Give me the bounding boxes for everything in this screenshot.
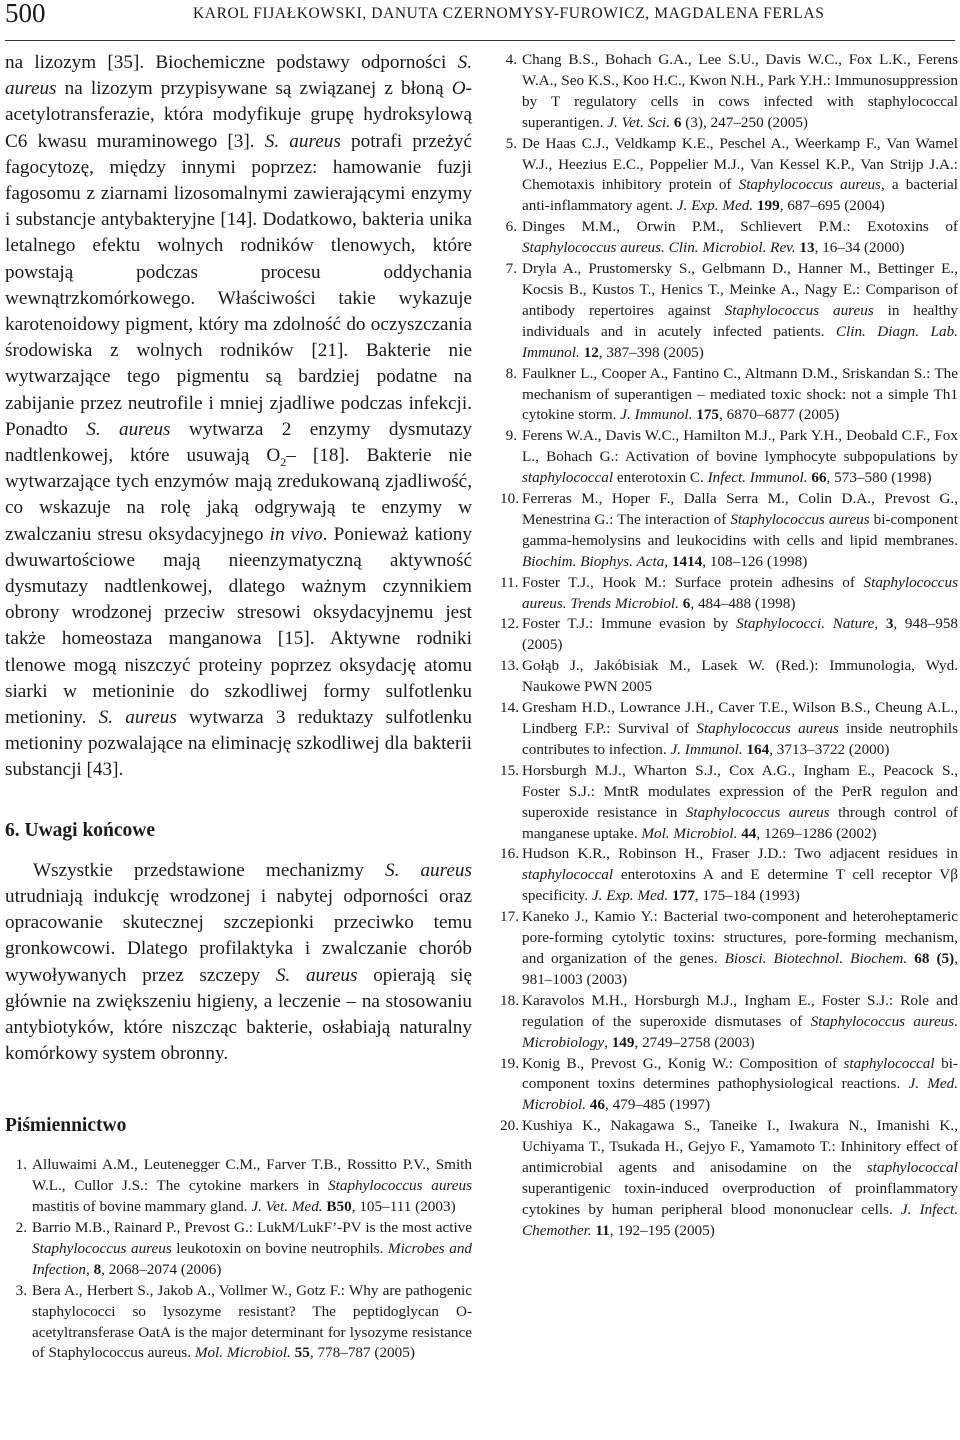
- reference-list-left: [5, 1155, 472, 1364]
- reference-list-right: [500, 50, 958, 1242]
- reference-item: [500, 1116, 958, 1241]
- reference-item: [500, 364, 958, 427]
- reference-item: [5, 1155, 472, 1218]
- body-paragraph: Wszystkie przedstawione mechanizmy S. aureus utrudniają indukcję wrodzonej i nabytej odporności oraz opracowanie skutecznej szczepionki przeciwko temu gronkowcowi. Dlatego profilaktyka i zwalczanie chorób wywoływanych przez szczepy S. aureus opierają się głównie na zwiększeniu higieny, a leczenie – na stosowaniu antybiotyków, które niszcząc bakterie, osłabiają naturalny komórkowy system obronny.: [5, 859, 472, 1065]
- reference-text: Konig B., Prevost G., Konig W.: Composition of staphylococcal bi-component toxins determines pathophysiological reactions. J. Med. Microbiol. 46, 479–485 (1997): [522, 1054, 958, 1114]
- reference-number: 15.: [500, 761, 519, 779]
- reference-text: Kushiya K., Nakagawa S., Taneike I., Iwakura N., Imanishi K., Uchiyama T., Tsukada H., Gejyo F., Yamamoto T.: Inhinitory effect of antimicrobial agents and anisodamine on the staphylococcal superantigenic toxin-induced overproduction of proinflammatory cytokines by human peripheral blood mononuclear cells. J. Infect. Chemother. 11, 192–195 (2005): [522, 1117, 958, 1239]
- reference-item: [500, 907, 958, 991]
- reference-item: [500, 259, 958, 364]
- reference-number: 6.: [505, 218, 517, 236]
- header-rule: [5, 40, 955, 41]
- reference-text: Bera A., Herbert S., Jakob A., Vollmer W., Gotz F.: Why are pathogenic staphylococci so lysozyme resistant? The peptidoglycan O-acetyltransferase OatA is the major determinant for lysozyme resistance of Staphylococcus aureus. Mol. Microbiol. 55, 778–787 (2005): [32, 1281, 472, 1362]
- reference-number: 17.: [500, 908, 519, 926]
- reference-number: 16.: [500, 845, 519, 863]
- reference-text: Dinges M.M., Orwin P.M., Schlievert P.M.: Exotoxins of Staphylococcus aureus. Clin. Microbiol. Rev. 13, 16–34 (2000): [522, 218, 958, 257]
- reference-number: 8.: [505, 364, 517, 382]
- reference-text: Foster T.J.: Immune evasion by Staphylococci. Nature, 3, 948–958 (2005): [522, 615, 959, 654]
- reference-number: 4.: [505, 51, 517, 68]
- reference-item: [500, 426, 958, 489]
- reference-text: Kaneko J., Kamio Y.: Bacterial two-component and heteroheptameric pore-forming cytolytic toxins: structures, pore-forming mechanism, and organization of the genes. Biosci. Biotechnol. Biochem. 68 (5), 981–1003 (2003): [522, 908, 959, 988]
- reference-item: [500, 761, 958, 845]
- reference-text: Faulkner L., Cooper A., Fantino C., Altmann D.M., Sriskandan S.: The mechanism of superantigen – mediated toxic shock: not a simple Th1 cytokine storm. J. Immunol. 175, 6870–6877 (2005): [522, 364, 958, 424]
- reference-text: Ferreras M., Hoper F., Dalla Serra M., Colin D.A., Prevost G., Menestrina G.: The interaction of Staphylococcus aureus bi-component gamma-hemolysins and leukocidins with cells and lipid membranes. Biochim. Biophys. Acta, 1414, 108–126 (1998): [522, 490, 959, 570]
- reference-text: Ferens W.A., Davis W.C., Hamilton M.J., Park Y.H., Deobald C.F., Fox L., Bohach G.: Activation of bovine lymphocyte subpopulations by staphylococcal enterotoxin C. Infect. Immunol. 66, 573–580 (1998): [522, 427, 958, 487]
- reference-text: Horsburgh M.J., Wharton S.J., Cox A.G., Ingham E., Peacock S., Foster S.J.: MntR modulates expression of the PerR regulon and superoxide resistance in Staphylococcus aureus through control of manganese uptake. Mol. Microbiol. 44, 1269–1286 (2002): [522, 761, 958, 842]
- section-title: 6. Uwagi końcowe: [5, 819, 156, 841]
- reference-number: 12.: [500, 615, 519, 633]
- reference-number: 3.: [15, 1281, 27, 1299]
- reference-number: 13.: [500, 657, 519, 675]
- references-title: Piśmiennictwo: [5, 1115, 127, 1137]
- page-header: [5, 0, 955, 32]
- reference-number: 10.: [500, 490, 519, 508]
- reference-text: Chang B.S., Bohach G.A., Lee S.U., Davis W.C., Fox L.K., Ferens W.A., Seo K.S., Koo H.C., Kwon N.H., Park Y.H.: Immunosuppression by T regulatory cells in cows infected with staphylococcal superantigen. J. Vet. Sci. 6 (3), 247–250 (2005): [522, 51, 958, 131]
- reference-item: [500, 489, 958, 573]
- reference-number: 2.: [15, 1219, 27, 1237]
- reference-item: [500, 614, 958, 656]
- reference-text: Dryla A., Prustomersky S., Gelbmann D., Hanner M., Bettinger E., Kocsis B., Kustos T., Henics T., Meinke A., Nagy E.: Comparison of antibody repertoires against Staphylococcus aureus in healthy individuals and in acutely infected patients. Clin. Diagn. Lab. Immunol. 12, 387–398 (2005): [522, 260, 959, 361]
- reference-item: [500, 1054, 958, 1117]
- reference-number: 19.: [500, 1054, 519, 1072]
- reference-number: 5.: [505, 134, 517, 152]
- reference-text: De Haas C.J., Veldkamp K.E., Peschel A., Weerkamp F., Van Wamel W.J., Heezius E.C., Poppelier M.J., Van Kessel K.P., Van Strijp J.A.: Chemotaxis inhibitory protein of Staphylococcus aureus, a bacterial anti-inflammatory agent. J. Exp. Med. 199, 687–695 (2004): [522, 134, 959, 215]
- reference-number: 14.: [500, 699, 519, 717]
- reference-item: [500, 134, 958, 218]
- page-number: 500: [5, 0, 46, 28]
- reference-item: [5, 1281, 472, 1365]
- running-head-authors: KAROL FIJAŁKOWSKI, DANUTA CZERNOMYSY-FUROWICZ, MAGDALENA FERLAS: [193, 5, 825, 22]
- reference-item: [500, 698, 958, 761]
- reference-item: [500, 656, 958, 698]
- reference-item: [500, 573, 958, 615]
- reference-text: Foster T.J., Hook M.: Surface protein adhesins of Staphylococcus aureus. Trends Microbiol. 6, 484–488 (1998): [522, 573, 958, 612]
- left-column: [5, 50, 472, 1364]
- reference-number: 7.: [505, 260, 517, 278]
- reference-number: 1.: [15, 1156, 27, 1174]
- reference-number: 9.: [505, 427, 517, 445]
- right-column: [500, 50, 958, 1242]
- reference-text: Gołąb J., Jakóbisiak M., Lasek W. (Red.): Immunologia, Wyd. Naukowe PWN 2005: [522, 657, 958, 696]
- reference-text: Alluwaimi A.M., Leutenegger C.M., Farver T.B., Rossitto P.V., Smith W.L., Cullor J.S.: The cytokine markers in Staphylococcus aureus mastitis of bovine mammary gland. J. Vet. Med. B50, 105–111 (2003): [32, 1156, 473, 1216]
- reference-item: [500, 844, 958, 907]
- reference-number: 20.: [500, 1117, 519, 1135]
- reference-item: [500, 217, 958, 259]
- reference-item: [500, 50, 958, 134]
- body-paragraph: na lizozym [35]. Biochemiczne podstawy odporności S. aureus na lizozym przypisywane są związanej z błoną O-acetylotransferazie, która modyfikuje grupę hydroksylową C6 kwasu muraminowego [3]. S. aureus potrafi przeżyć fagocytozę, między innymi poprzez: hamowanie fuzji fagosomu z ziarnami lizosomalnymi zawierającymi enzymy i substancje antybakteryjne [14]. Dodatkowo, bakteria unika letalnego efektu wolnych rodników tlenowych, które powstają podczas procesu oddychania wewnątrzkomórkowego. Właściwości takie wykazuje karotenoidowy pigment, który ma zdolność do oczyszczania środowiska z wolnych rodników [21]. Bakterie nie wytwarzające tego pigmentu są bardziej podatne na zabijanie przez neutrofile i mniej zjadliwe podczas infekcji. Ponadto S. aureus wytwarza 2 enzymy dysmutazy nadtlenkowej, które usuwają $O_2-$ [18]. Bakterie nie wytwarzające tych enzymów mają zredukowaną zjadliwość, co wskazuje na rolę jaką odgrywają te enzymy w zwalczaniu stresu oksydacyjnego in vivo. Ponieważ kationy dwuwartościowe mają nieenzymatyczną aktywność dysmutazy nadtlenkowej, dlatego ważnym czynnikiem obrony wrodzonej przeciw stresowi oksydacyjnemu jest także homeostaza manganowa [15]. Aktywne rodniki tlenowe mogą niszczyć proteiny poprzez oksydację atomu siarki w metioninie do szkodliwej formy sulfotlenku metioniny. S. aureus wytwarza 3 reduktazy sulfotlenku metioniny pozwalające na eliminację szkodliwej dla bakterii substancji [43].: [5, 52, 472, 781]
- reference-number: 11.: [500, 573, 519, 591]
- reference-text: Karavolos M.H., Horsburgh M.J., Ingham E., Foster S.J.: Role and regulation of the superoxide dismutases of Staphylococcus aureus. Microbiology, 149, 2749–2758 (2003): [522, 991, 958, 1051]
- reference-text: Barrio M.B., Rainard P., Prevost G.: LukM/LukF’-PV is the most active Staphylococcus aureus leukotoxin on bovine neutrophils. Microbes and Infection, 8, 2068–2074 (2006): [32, 1219, 473, 1278]
- reference-text: Gresham H.D., Lowrance J.H., Caver T.E., Wilson B.S., Cheung A.L., Lindberg F.P.: Survival of Staphylococcus aureus inside neutrophils contributes to infection. J. Immunol. 164, 3713–3722 (2000): [522, 699, 958, 758]
- reference-number: 18.: [500, 991, 519, 1009]
- reference-text: Hudson K.R., Robinson H., Fraser J.D.: Two adjacent residues in staphylococcal enterotoxins A and E determine T cell receptor Vβ specificity. J. Exp. Med. 177, 175–184 (1993): [522, 845, 958, 905]
- reference-item: [5, 1218, 472, 1281]
- reference-item: [500, 991, 958, 1054]
